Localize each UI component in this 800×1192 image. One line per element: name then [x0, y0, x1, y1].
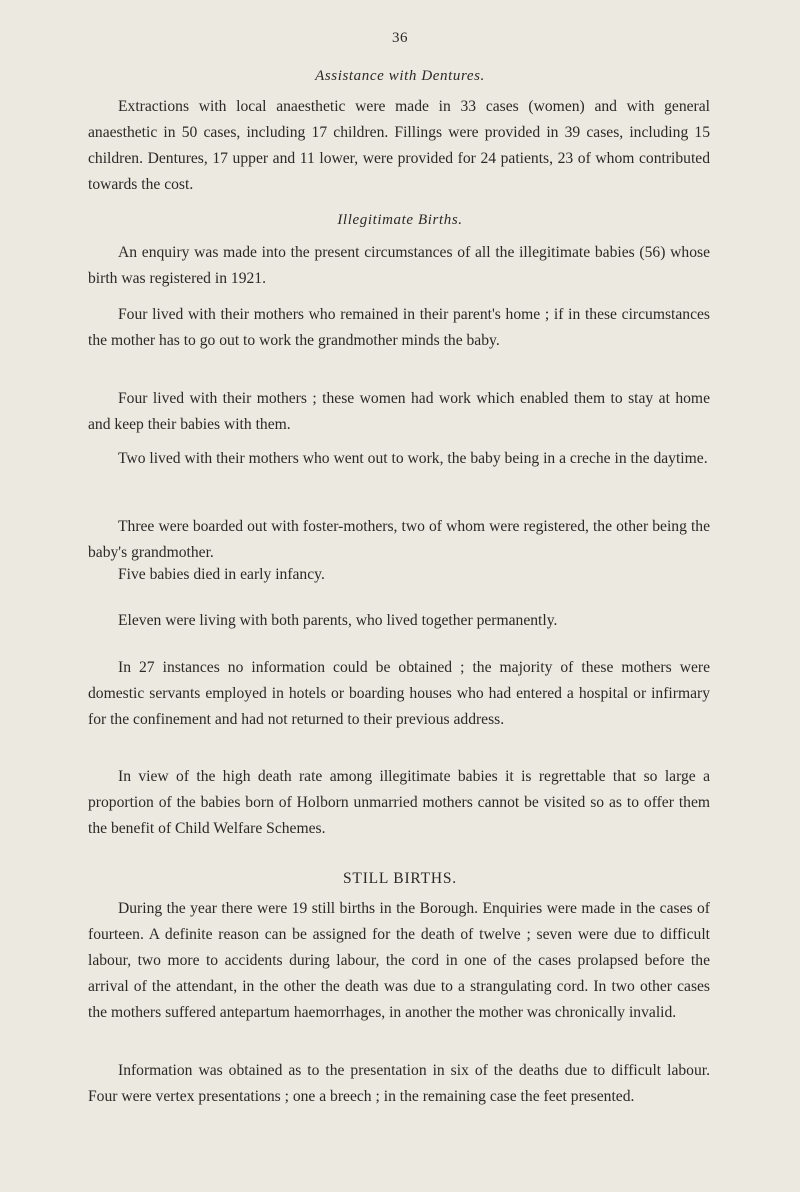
paragraph-both-parents: Eleven were living with both parents, who lived together permanently. [118, 612, 558, 629]
paragraph-death-rate: In view of the high death rate among illegitimate babies it is regrettable that so large a proportion of the babies born of Holborn unmarried mothers cannot be visited so as to offer them the benefit of Child Welfare Schemes. [88, 768, 710, 837]
paragraph-presentation: Information was obtained as to the presentation in six of the deaths due to difficult labour. Four were vertex presentations ; one a breech ; in the remaining case the feet presented. [88, 1062, 710, 1105]
paragraph-no-information: In 27 instances no information could be obtained ; the majority of these mothers were domestic servants employed in hotels or boarding houses who had entered a hospital or infirmary for the confinement and had not returned to their previous address. [88, 659, 710, 728]
paragraph-foster-mothers: Three were boarded out with foster-mothers, two of whom were registered, the other being the baby's grandmother. [88, 518, 710, 561]
paragraph-dentures: Extractions with local anaesthetic were made in 33 cases (women) and with general anaesthetic in 50 cases, including 17 children. Fillings were provided in 39 cases, including 15 children. Dentures, 17 upper and 11 lower, were provided for 24 patients, 23 of whom contributed towards the cost. [88, 98, 710, 193]
section-heading-dentures: Assistance with Dentures. [315, 68, 485, 84]
page-number: 36 [392, 30, 408, 46]
paragraph-work-at-home: Four lived with their mothers ; these women had work which enabled them to stay at home and keep their babies with them. [88, 390, 710, 433]
paragraph-enquiry: An enquiry was made into the present circumstances of all the illegitimate babies (56) whose birth was registered in 1921. [88, 244, 710, 287]
paragraph-parents-home: Four lived with their mothers who remained in their parent's home ; if in these circumstances the mother has to go out to work the grandmother minds the baby. [88, 306, 710, 349]
paragraph-creche: Two lived with their mothers who went out to work, the baby being in a creche in the daytime. [118, 450, 708, 467]
paragraph-died-infancy: Five babies died in early infancy. [118, 566, 325, 583]
paragraph-still-births: During the year there were 19 still births in the Borough. Enquiries were made in the cases of fourteen. A definite reason can be assigned for the death of twelve ; seven were due to difficult labour, two more to accidents during labour, the cord in one of the cases prolapsed before the arrival of the attendant, in the other the death was due to a strangulating cord. In two other cases the mothers suffered antepartum haemorrhages, in another the mother was chronically invalid. [88, 900, 710, 1021]
section-heading-illegitimate-births: Illegitimate Births. [337, 212, 463, 228]
section-heading-still-births: STILL BIRTHS. [343, 870, 457, 887]
